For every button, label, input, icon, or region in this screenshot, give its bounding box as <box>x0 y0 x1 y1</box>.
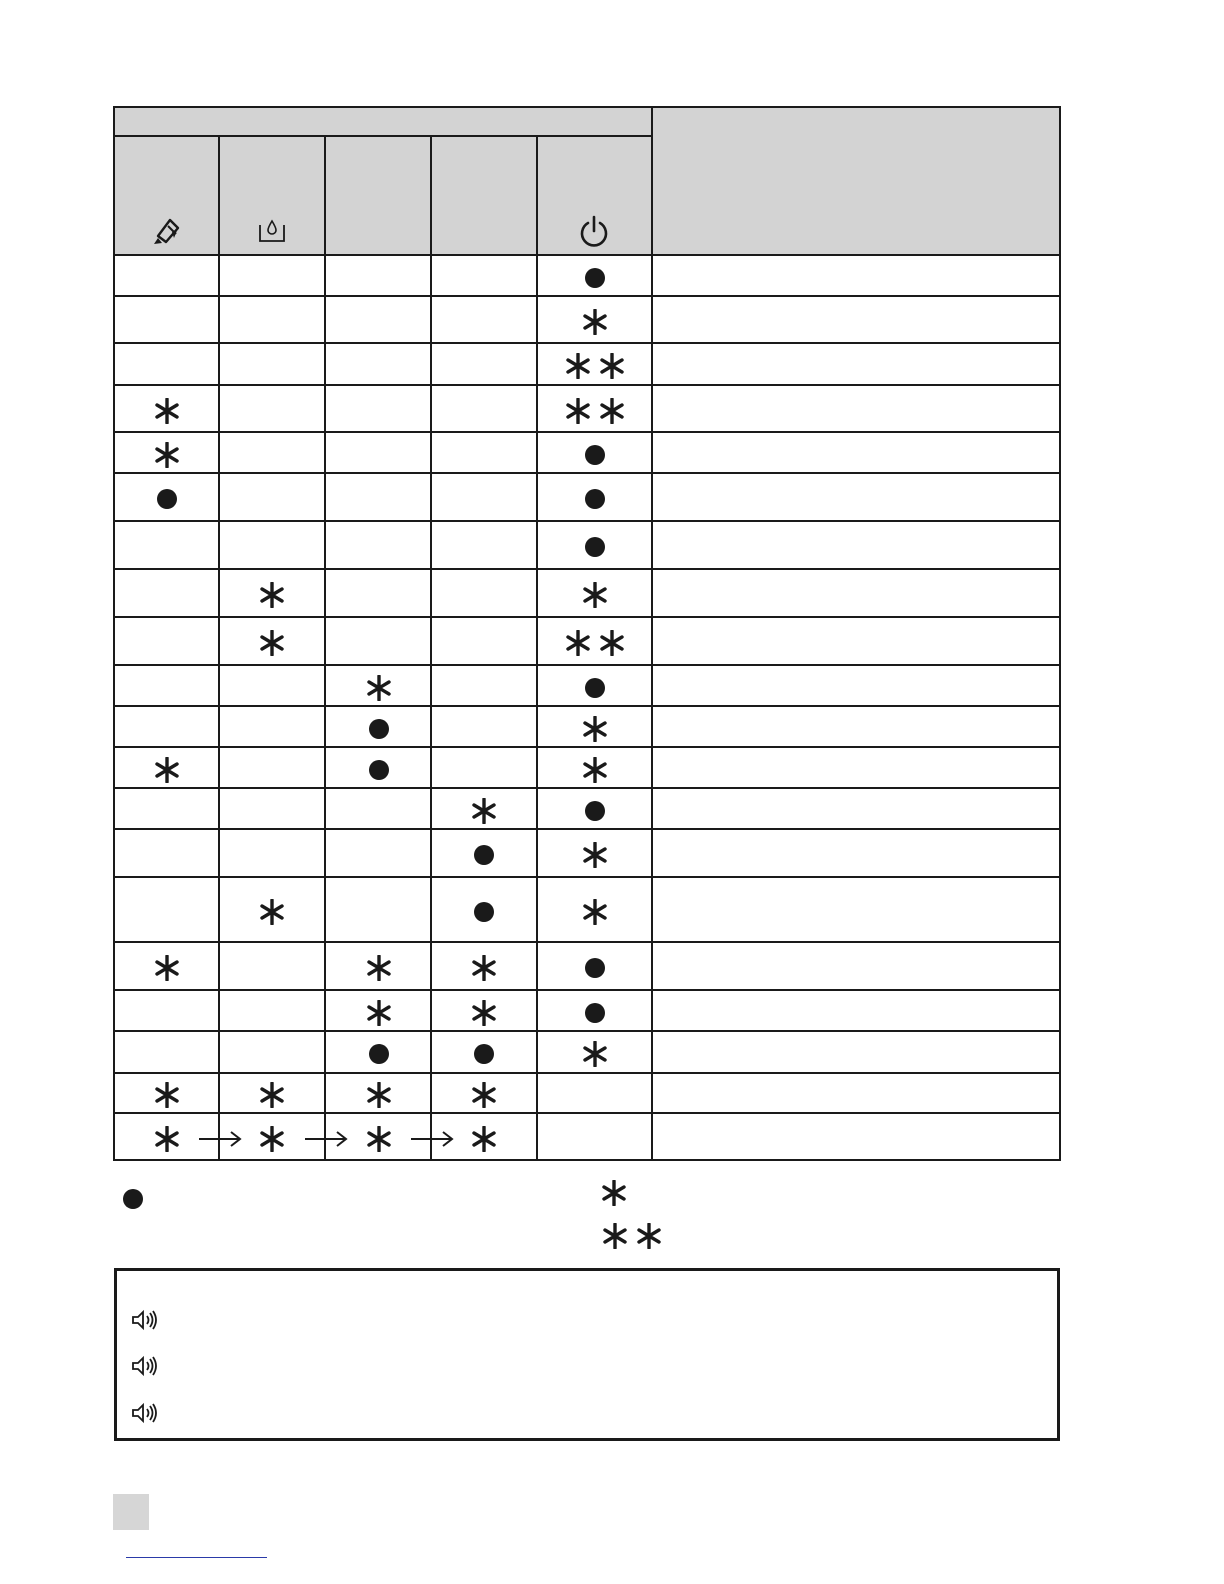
water-tank-icon <box>257 215 287 245</box>
header-top-band <box>114 107 652 136</box>
table-bottom-border <box>114 1159 1061 1161</box>
table-right-border <box>1059 106 1061 1161</box>
indicator-blink-icon <box>366 1126 392 1152</box>
speaker-icon <box>130 1354 160 1378</box>
row-divider <box>114 1112 1061 1114</box>
indicator-on-dot <box>585 678 605 698</box>
speaker-icon <box>130 1308 160 1332</box>
indicator-on-dot <box>474 1044 494 1064</box>
indicator-on-dot <box>585 1003 605 1023</box>
indicator-on-dot <box>369 760 389 780</box>
indicator-on-dot <box>369 719 389 739</box>
column-divider <box>218 136 220 1161</box>
indicator-fast-blink-icon <box>565 398 625 424</box>
indicator-blink-icon <box>366 955 392 981</box>
indicator-blink-icon <box>471 955 497 981</box>
indicator-on-dot <box>474 845 494 865</box>
footer-link-underline[interactable] <box>126 1557 267 1558</box>
indicator-on-dot <box>585 268 605 288</box>
speaker-icon <box>130 1401 160 1425</box>
row-divider <box>114 1072 1061 1074</box>
indicator-blink-icon <box>582 716 608 742</box>
indicator-blink-icon <box>471 1126 497 1152</box>
indicator-fast-blink-icon <box>565 353 625 379</box>
table-top-border <box>114 106 1061 108</box>
indicator-blink-icon <box>582 899 608 925</box>
indicator-on-dot <box>585 537 605 557</box>
indicator-blink-icon <box>259 630 285 656</box>
indicator-on-dot <box>474 902 494 922</box>
indicator-blink-icon <box>471 1000 497 1026</box>
header-icon-row <box>114 136 652 255</box>
indicator-blink-icon <box>154 1126 180 1152</box>
indicator-blink-icon <box>154 442 180 468</box>
row-divider <box>114 384 1061 386</box>
legend-on-dot <box>123 1189 143 1209</box>
indicator-on-dot <box>585 489 605 509</box>
row-divider <box>114 989 1061 991</box>
indicator-blink-icon <box>154 398 180 424</box>
indicator-blink-icon <box>582 309 608 335</box>
row-divider <box>114 787 1061 789</box>
indicator-blink-icon <box>366 1000 392 1026</box>
header-description-cell <box>652 107 1061 255</box>
indicator-blink-icon <box>582 757 608 783</box>
indicator-on-dot <box>157 489 177 509</box>
page-number-tab <box>113 1494 149 1530</box>
row-divider <box>114 472 1061 474</box>
indicator-blink-icon <box>366 1082 392 1108</box>
sequence-arrow-icon <box>197 1130 243 1148</box>
power-icon <box>578 215 610 247</box>
description-divider <box>651 106 653 1161</box>
row-divider <box>114 616 1061 618</box>
row-divider <box>114 664 1061 666</box>
indicator-blink-icon <box>259 1082 285 1108</box>
row-divider <box>114 568 1061 570</box>
indicator-blink-icon <box>366 675 392 701</box>
indicator-blink-icon <box>259 899 285 925</box>
header-divider <box>114 135 652 137</box>
row-divider <box>114 876 1061 878</box>
row-divider <box>114 828 1061 830</box>
indicator-on-dot <box>585 958 605 978</box>
indicator-blink-icon <box>154 1082 180 1108</box>
row-divider <box>114 1030 1061 1032</box>
indicator-fast-blink-icon <box>565 630 625 656</box>
row-divider <box>114 342 1061 344</box>
column-divider <box>430 136 432 1161</box>
indicator-on-dot <box>585 445 605 465</box>
sequence-arrow-icon <box>303 1130 349 1148</box>
row-divider <box>114 431 1061 433</box>
indicator-on-dot <box>585 801 605 821</box>
row-divider <box>114 520 1061 522</box>
table-left-border <box>113 106 115 1161</box>
row-divider <box>114 705 1061 707</box>
row-divider <box>114 746 1061 748</box>
indicator-blink-icon <box>582 1041 608 1067</box>
legend-fast-blink-icon <box>602 1223 662 1249</box>
column-divider <box>324 136 326 1161</box>
indicator-blink-icon <box>154 757 180 783</box>
sequence-arrow-icon <box>409 1130 455 1148</box>
legend-blink-icon <box>601 1180 627 1206</box>
indicator-blink-icon <box>471 1082 497 1108</box>
row-divider <box>114 254 1061 256</box>
indicator-blink-icon <box>154 955 180 981</box>
sound-notes-box <box>114 1268 1060 1441</box>
stain-brush-icon <box>150 214 184 248</box>
indicator-on-dot <box>369 1044 389 1064</box>
indicator-blink-icon <box>582 582 608 608</box>
indicator-blink-icon <box>259 1126 285 1152</box>
indicator-blink-icon <box>471 798 497 824</box>
indicator-blink-icon <box>582 842 608 868</box>
column-divider <box>536 136 538 1161</box>
row-divider <box>114 295 1061 297</box>
row-divider <box>114 941 1061 943</box>
indicator-blink-icon <box>259 582 285 608</box>
